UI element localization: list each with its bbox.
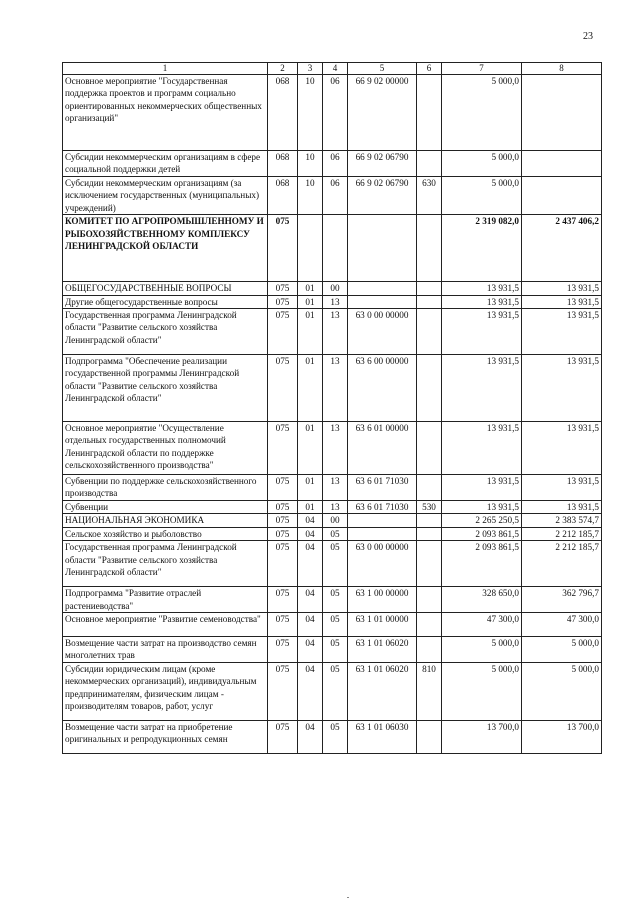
row-code-cell: 075	[268, 527, 298, 540]
row-code-cell: 075	[268, 422, 298, 475]
row-code-cell: 075	[268, 215, 298, 282]
row-amount-1-cell: 5 000,0	[442, 177, 522, 215]
row-amount-2-cell: 2 383 574,7	[522, 514, 602, 527]
row-amount-2-cell: 47 300,0	[522, 613, 602, 637]
row-expense-type-cell: 530	[417, 501, 442, 514]
row-code-cell: 075	[268, 475, 298, 501]
row-subsection-cell: 13	[323, 295, 348, 308]
row-name-cell: Субвенции	[63, 501, 268, 514]
table-row	[63, 215, 602, 282]
row-subsection-cell: 00	[323, 514, 348, 527]
row-code-cell: 075	[268, 295, 298, 308]
row-expense-type-cell	[417, 587, 442, 613]
row-expense-type-cell	[417, 309, 442, 355]
row-target-article-cell: 63 0 00 00000	[348, 541, 417, 587]
row-target-article-cell: 63 1 01 06030	[348, 720, 417, 753]
row-section-cell: 04	[298, 720, 323, 753]
table-row	[63, 501, 602, 514]
row-section-cell: 01	[298, 422, 323, 475]
row-code-cell: 068	[268, 177, 298, 215]
header-cell: 3	[298, 63, 323, 75]
row-amount-2-cell: 5 000,0	[522, 637, 602, 663]
row-amount-1-cell: 13 931,5	[442, 422, 522, 475]
row-name-cell: Основное мероприятие "Государственная поддержка проектов и программ социально ориентированных некоммерческих общественных организаций"	[63, 75, 268, 151]
row-amount-1-cell: 13 931,5	[442, 475, 522, 501]
header-cell: 7	[442, 63, 522, 75]
row-amount-2-cell: 13 931,5	[522, 282, 602, 295]
row-amount-1-cell: 2 319 082,0	[442, 215, 522, 282]
row-target-article-cell: 63 0 00 00000	[348, 309, 417, 355]
row-name-cell: Подпрограмма "Развитие отраслей растениеводства"	[63, 587, 268, 613]
row-code-cell: 075	[268, 587, 298, 613]
row-amount-1-cell: 2 265 250,5	[442, 514, 522, 527]
row-code-cell: 075	[268, 501, 298, 514]
row-expense-type-cell	[417, 295, 442, 308]
row-target-article-cell: 66 9 02 06790	[348, 151, 417, 177]
row-subsection-cell: 05	[323, 587, 348, 613]
table-row	[63, 475, 602, 501]
row-amount-1-cell: 13 931,5	[442, 309, 522, 355]
header-cell: 5	[348, 63, 417, 75]
row-expense-type-cell	[417, 613, 442, 637]
row-target-article-cell: 63 6 01 71030	[348, 475, 417, 501]
row-code-cell: 075	[268, 613, 298, 637]
row-section-cell: 01	[298, 295, 323, 308]
row-code-cell: 075	[268, 282, 298, 295]
row-amount-2-cell	[522, 75, 602, 151]
row-amount-2-cell: 13 931,5	[522, 501, 602, 514]
row-expense-type-cell	[417, 527, 442, 540]
row-expense-type-cell	[417, 355, 442, 422]
row-subsection-cell: 06	[323, 177, 348, 215]
row-amount-1-cell: 2 093 861,5	[442, 527, 522, 540]
row-amount-1-cell: 5 000,0	[442, 151, 522, 177]
table-row	[63, 422, 602, 475]
row-subsection-cell: 00	[323, 282, 348, 295]
row-expense-type-cell	[417, 282, 442, 295]
row-amount-1-cell: 13 700,0	[442, 720, 522, 753]
row-section-cell: 01	[298, 475, 323, 501]
row-section-cell: 04	[298, 662, 323, 720]
row-amount-1-cell: 13 931,5	[442, 501, 522, 514]
table-row	[63, 295, 602, 308]
row-code-cell: 075	[268, 637, 298, 663]
row-section-cell: 04	[298, 527, 323, 540]
row-name-cell: Основное мероприятие "Развитие семеноводства"	[63, 613, 268, 637]
row-name-cell: Основное мероприятие "Осуществление отдельных государственных полномочий Ленинградской области по поддержке сельскохозяйственного производства"	[63, 422, 268, 475]
row-subsection-cell: 05	[323, 720, 348, 753]
row-target-article-cell: 63 1 01 06020	[348, 637, 417, 663]
scan-mark	[347, 897, 349, 898]
row-expense-type-cell	[417, 637, 442, 663]
row-section-cell: 10	[298, 177, 323, 215]
row-subsection-cell: 13	[323, 422, 348, 475]
row-section-cell: 04	[298, 637, 323, 663]
row-subsection-cell: 05	[323, 541, 348, 587]
row-target-article-cell: 63 1 01 06020	[348, 662, 417, 720]
row-target-article-cell	[348, 215, 417, 282]
row-code-cell: 075	[268, 662, 298, 720]
row-name-cell: Государственная программа Ленинградской области "Развитие сельского хозяйства Ленинградской области"	[63, 541, 268, 587]
row-name-cell: НАЦИОНАЛЬНАЯ ЭКОНОМИКА	[63, 514, 268, 527]
row-amount-2-cell: 13 931,5	[522, 309, 602, 355]
table-row	[63, 177, 602, 215]
row-target-article-cell: 63 6 01 71030	[348, 501, 417, 514]
row-amount-2-cell: 13 931,5	[522, 422, 602, 475]
row-target-article-cell: 63 6 01 00000	[348, 422, 417, 475]
row-subsection-cell: 05	[323, 527, 348, 540]
row-amount-1-cell: 47 300,0	[442, 613, 522, 637]
row-name-cell: ОБЩЕГОСУДАРСТВЕННЫЕ ВОПРОСЫ	[63, 282, 268, 295]
row-target-article-cell	[348, 527, 417, 540]
row-name-cell: Возмещение части затрат на приобретение оригинальных и репродукционных семян	[63, 720, 268, 753]
header-row	[63, 63, 602, 75]
row-code-cell: 068	[268, 151, 298, 177]
row-section-cell: 10	[298, 151, 323, 177]
row-amount-1-cell: 13 931,5	[442, 282, 522, 295]
row-subsection-cell: 13	[323, 309, 348, 355]
row-amount-1-cell: 5 000,0	[442, 75, 522, 151]
table-row	[63, 720, 602, 753]
table-row	[63, 587, 602, 613]
row-code-cell: 075	[268, 720, 298, 753]
row-target-article-cell	[348, 514, 417, 527]
row-code-cell: 075	[268, 309, 298, 355]
table-row	[63, 282, 602, 295]
row-name-cell: Возмещение части затрат на производство семян многолетних трав	[63, 637, 268, 663]
table-row	[63, 355, 602, 422]
page-number: 23	[583, 31, 593, 42]
row-section-cell: 04	[298, 514, 323, 527]
row-subsection-cell: 05	[323, 637, 348, 663]
row-name-cell: КОМИТЕТ ПО АГРОПРОМЫШЛЕННОМУ И РЫБОХОЗЯЙСТВЕННОМУ КОМПЛЕКСУ ЛЕНИНГРАДСКОЙ ОБЛАСТИ	[63, 215, 268, 282]
header-cell: 4	[323, 63, 348, 75]
row-amount-2-cell	[522, 151, 602, 177]
row-expense-type-cell	[417, 215, 442, 282]
row-amount-2-cell: 5 000,0	[522, 662, 602, 720]
row-amount-1-cell: 5 000,0	[442, 662, 522, 720]
header-cell: 2	[268, 63, 298, 75]
row-target-article-cell	[348, 295, 417, 308]
table-row	[63, 527, 602, 540]
row-code-cell: 068	[268, 75, 298, 151]
row-section-cell	[298, 215, 323, 282]
header-cell: 1	[63, 63, 268, 75]
row-target-article-cell: 66 9 02 06790	[348, 177, 417, 215]
row-section-cell: 10	[298, 75, 323, 151]
row-expense-type-cell	[417, 541, 442, 587]
row-amount-1-cell: 5 000,0	[442, 637, 522, 663]
row-amount-2-cell: 2 212 185,7	[522, 541, 602, 587]
row-amount-2-cell: 13 700,0	[522, 720, 602, 753]
row-name-cell: Субсидии некоммерческим организациям (за исключением государственных (муниципальных) учреждений)	[63, 177, 268, 215]
row-expense-type-cell	[417, 422, 442, 475]
table-row	[63, 541, 602, 587]
table-row	[63, 637, 602, 663]
row-target-article-cell: 63 1 01 00000	[348, 613, 417, 637]
row-expense-type-cell	[417, 75, 442, 151]
table-row	[63, 662, 602, 720]
row-code-cell: 075	[268, 514, 298, 527]
row-subsection-cell: 06	[323, 75, 348, 151]
row-subsection-cell	[323, 215, 348, 282]
row-target-article-cell	[348, 282, 417, 295]
row-name-cell: Сельское хозяйство и рыболовство	[63, 527, 268, 540]
row-target-article-cell: 66 9 02 00000	[348, 75, 417, 151]
table-row	[63, 613, 602, 637]
row-subsection-cell: 13	[323, 501, 348, 514]
row-amount-1-cell: 13 931,5	[442, 355, 522, 422]
row-code-cell: 075	[268, 355, 298, 422]
row-amount-2-cell: 362 796,7	[522, 587, 602, 613]
row-target-article-cell: 63 1 00 00000	[348, 587, 417, 613]
row-section-cell: 01	[298, 501, 323, 514]
budget-table	[62, 62, 602, 754]
row-code-cell: 075	[268, 541, 298, 587]
row-amount-1-cell: 13 931,5	[442, 295, 522, 308]
row-section-cell: 04	[298, 587, 323, 613]
row-section-cell: 01	[298, 309, 323, 355]
table-row	[63, 75, 602, 151]
row-amount-2-cell: 13 931,5	[522, 355, 602, 422]
row-amount-1-cell: 2 093 861,5	[442, 541, 522, 587]
row-name-cell: Подпрограмма "Обеспечение реализации государственной программы Ленинградской области "Развитие сельского хозяйства Ленинградской области"	[63, 355, 268, 422]
row-target-article-cell: 63 6 00 00000	[348, 355, 417, 422]
table-row	[63, 514, 602, 527]
row-expense-type-cell: 810	[417, 662, 442, 720]
row-name-cell: Государственная программа Ленинградской области "Развитие сельского хозяйства Ленинградской области"	[63, 309, 268, 355]
row-expense-type-cell	[417, 720, 442, 753]
row-name-cell: Субсидии некоммерческим организациям в сфере социальной поддержки детей	[63, 151, 268, 177]
row-name-cell: Другие общегосударственные вопросы	[63, 295, 268, 308]
row-subsection-cell: 06	[323, 151, 348, 177]
row-amount-2-cell: 2 212 185,7	[522, 527, 602, 540]
header-cell: 8	[522, 63, 602, 75]
row-section-cell: 04	[298, 613, 323, 637]
table-row	[63, 309, 602, 355]
row-section-cell: 01	[298, 355, 323, 422]
row-subsection-cell: 05	[323, 662, 348, 720]
row-name-cell: Субвенции по поддержке сельскохозяйственного производства	[63, 475, 268, 501]
row-name-cell: Субсидии юридическим лицам (кроме некоммерческих организаций), индивидуальным предпринимателям, физическим лицам - производителям товаров, работ, услуг	[63, 662, 268, 720]
row-amount-2-cell: 13 931,5	[522, 295, 602, 308]
row-expense-type-cell	[417, 514, 442, 527]
row-subsection-cell: 13	[323, 355, 348, 422]
row-amount-2-cell: 13 931,5	[522, 475, 602, 501]
row-amount-1-cell: 328 650,0	[442, 587, 522, 613]
table-row	[63, 151, 602, 177]
row-amount-2-cell: 2 437 406,2	[522, 215, 602, 282]
row-expense-type-cell	[417, 475, 442, 501]
row-section-cell: 04	[298, 541, 323, 587]
row-expense-type-cell: 630	[417, 177, 442, 215]
row-expense-type-cell	[417, 151, 442, 177]
row-subsection-cell: 13	[323, 475, 348, 501]
row-amount-2-cell	[522, 177, 602, 215]
row-section-cell: 01	[298, 282, 323, 295]
row-subsection-cell: 05	[323, 613, 348, 637]
header-cell: 6	[417, 63, 442, 75]
